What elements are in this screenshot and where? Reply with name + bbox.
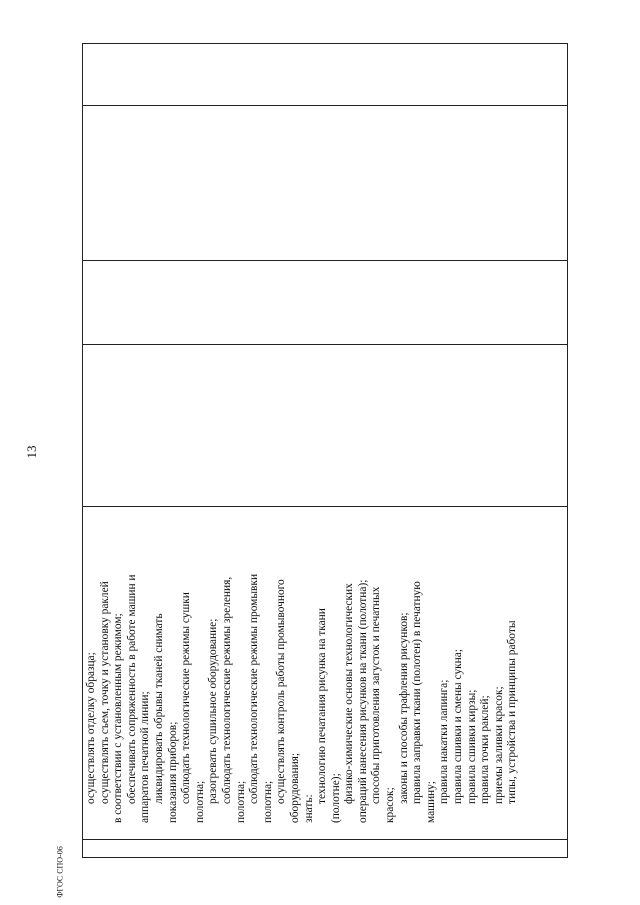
content-line: правила сшивки и смены сукна; <box>452 649 465 804</box>
content-line: полотна; <box>234 780 247 823</box>
content-line: полотна; <box>193 780 206 823</box>
footer-code: ФГОС СПО-06 <box>55 846 65 898</box>
table-column-6 <box>83 44 567 105</box>
content-line: в соответствии с установленным режимом; <box>112 613 125 823</box>
content-line: (полотне); <box>329 773 342 823</box>
content-line: машину; <box>424 781 437 823</box>
content-line: осуществлять отделку образца; <box>85 652 97 804</box>
content-text <box>85 517 520 823</box>
table-column-index <box>83 839 567 857</box>
table-column-3 <box>83 344 567 506</box>
content-line: соблюдать технологические режимы зреления, <box>220 576 233 804</box>
content-line: соблюдать технологические режимы промывки <box>248 573 261 804</box>
table-column-4 <box>83 260 567 344</box>
content-line: осуществлять съем, точку и установку раклей <box>98 581 111 804</box>
content-line: показания приборов; <box>166 721 179 823</box>
content-line: правила точки раклей; <box>479 695 492 804</box>
content-line: способы приготовления загусток и печатных <box>370 586 383 804</box>
content-line: аппаратов печатной линии; <box>139 691 152 823</box>
page-number: 13 <box>24 445 39 459</box>
content-line: обеспечивать сопряженность в работе машин и <box>125 574 138 804</box>
content-line: типы, устройства и принципы работы <box>506 620 519 804</box>
content-line: осуществлять контроль работы промывочного <box>275 579 288 804</box>
table-column-5 <box>83 105 567 260</box>
content-line: оборудования; <box>288 752 301 823</box>
content-line: ликвидировать обрывы тканей снимать <box>152 613 165 804</box>
content-line: законы и способы трафления рисунков; <box>397 612 410 804</box>
content-line: полотна; <box>261 780 274 823</box>
content-line: правила накатки лапинга; <box>438 679 451 804</box>
content-line: красок; <box>384 787 397 823</box>
standards-table <box>82 43 568 858</box>
content-line: правила сшивки кирзы; <box>465 689 478 804</box>
content-line: соблюдать технологические режимы сушки <box>180 592 193 804</box>
content-line: физико-химические основы технологических <box>343 583 356 804</box>
content-line: знать: <box>302 794 315 823</box>
table-column-content <box>83 506 567 839</box>
content-line: операций нанесения рисунков на ткани (полотна); <box>356 579 369 823</box>
content-line: разогревать сушильное оборудование; <box>207 618 220 804</box>
content-line: технологию печатания рисунка на ткани <box>316 608 329 804</box>
content-line: приемы заливки красок; <box>492 686 505 804</box>
content-line: правила заправки ткани (полотен) в печатную <box>411 581 424 804</box>
